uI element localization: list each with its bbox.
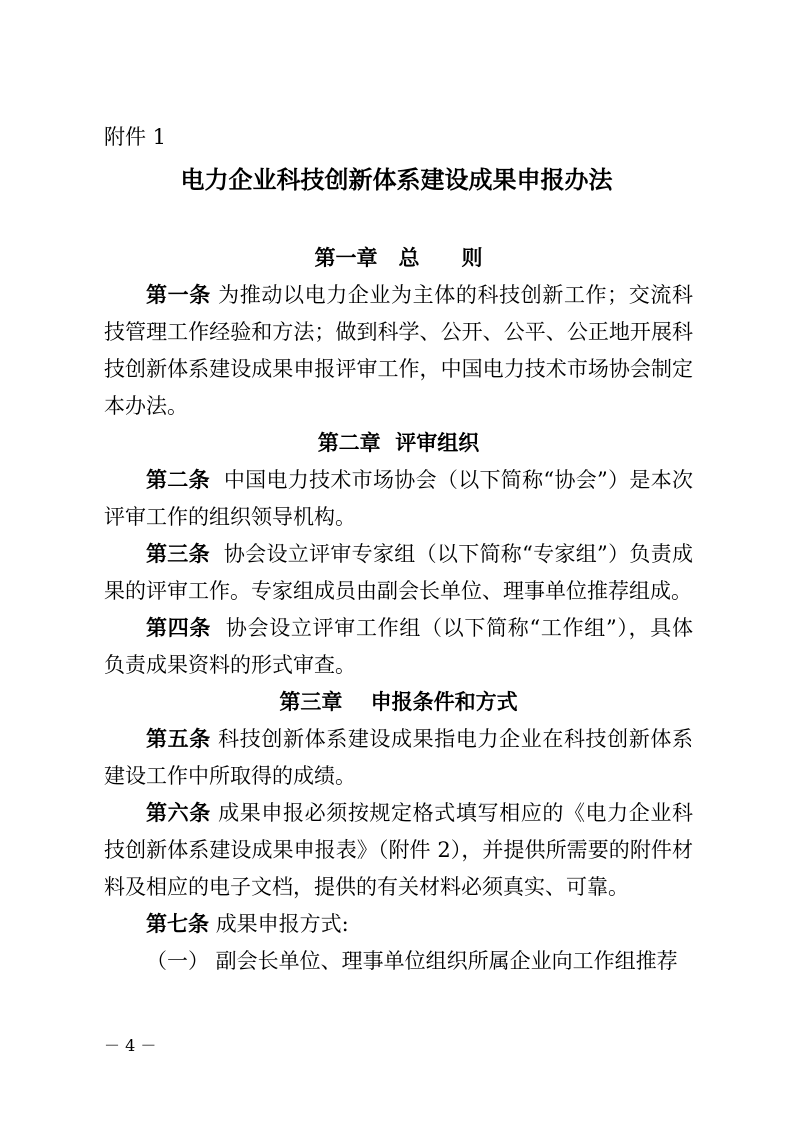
list-item: （一） 副会长单位、理事单位组织所属企业向工作组推荐 [146,949,678,973]
article-label: 第六条 [146,801,211,825]
article-text: 协会设立评审工作组（以下简称“工作组”），具体负责成果资料的形式审查。 [104,616,693,677]
article [104,721,693,795]
article [104,277,693,425]
document-title: 电力企业科技创新体系建设成果申报办法 [180,166,613,194]
article-label: 第七条 [146,912,209,936]
article [104,906,693,943]
article-text: 协会设立评审专家组（以下简称“专家组”）负责成果的评审工作。专家组成员由副会长单位、理事单位推荐组成。 [104,542,693,603]
article-text: 成果申报方式: [215,912,349,936]
article-label: 第一条 [146,283,211,307]
article [104,536,693,610]
chapter-heading: 第三章 申报条件和方式 [279,690,518,714]
document-body [104,240,693,980]
article-text: 为推动以电力企业为主体的科技创新工作；交流科技管理工作经验和方法；做到科学、公开、公平、公正地开展科技创新体系建设成果申报评审工作，中国电力技术市场协会制定本办法。 [104,283,694,418]
article [104,462,693,536]
article-text: 成果申报必须按规定格式填写相应的《电力企业科技创新体系建设成果申报表》（附件 2），并提供所需要的附件材料及相应的电子文档，提供的有关材料必须真实、可靠。 [104,801,694,899]
chapter-heading: 第二章 评审组织 [317,431,480,455]
article [104,610,693,684]
page-number: － 4 － [104,1036,157,1055]
article-label: 第二条 [146,468,210,492]
attachment-label: 附件 1 [104,125,167,149]
article-text: 科技创新体系建设成果指电力企业在科技创新体系建设工作中所取得的成绩。 [104,727,694,788]
article-text: 中国电力技术市场协会（以下简称“协会”）是本次评审工作的组织领导机构。 [104,468,693,529]
article-label: 第五条 [146,727,211,751]
article-label: 第四条 [146,616,212,640]
article [104,795,693,906]
chapter-heading: 第一章 总 则 [314,246,483,270]
article-label: 第三条 [146,542,210,566]
